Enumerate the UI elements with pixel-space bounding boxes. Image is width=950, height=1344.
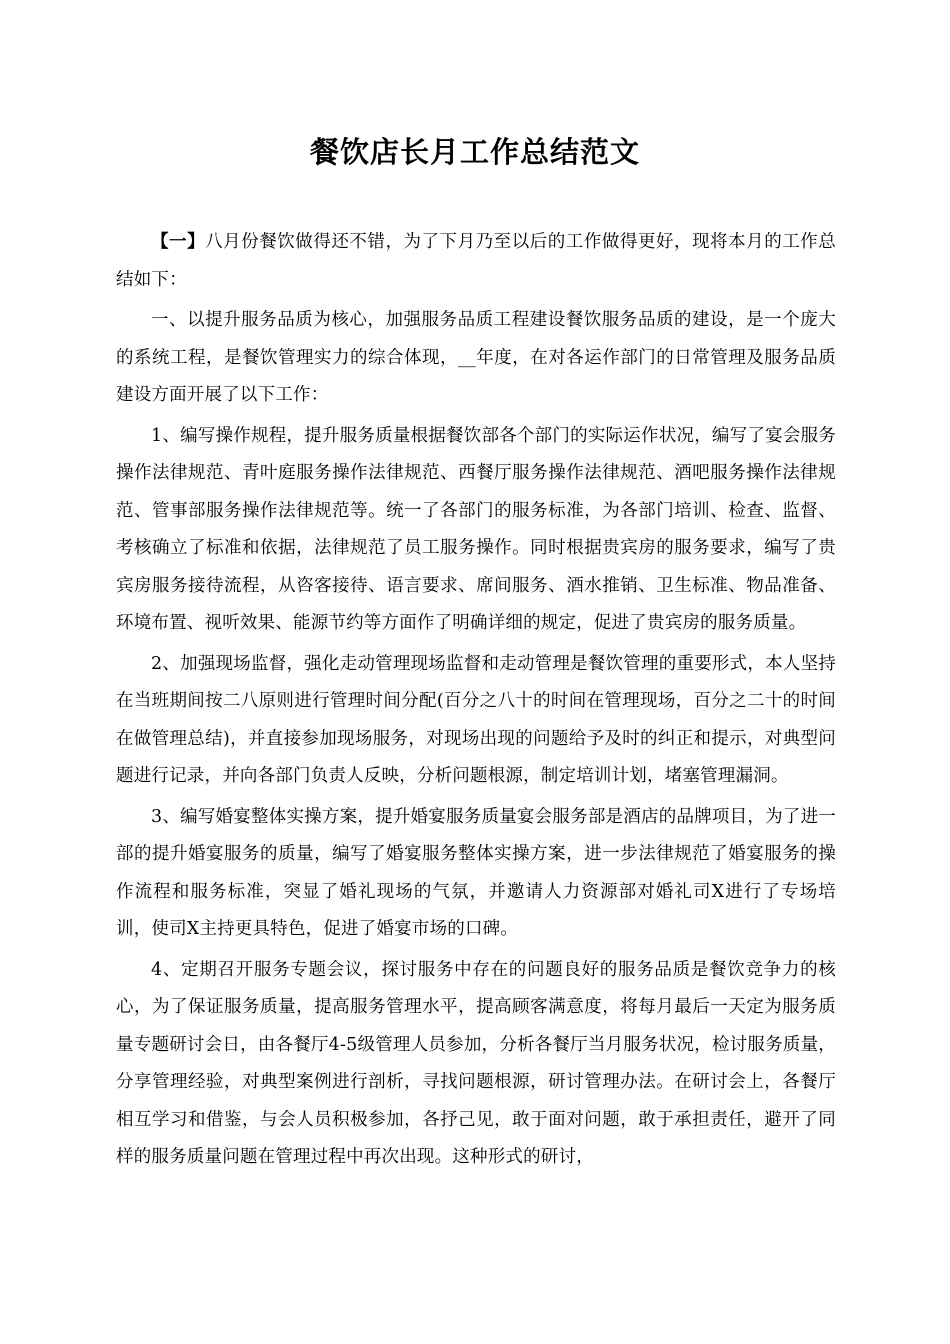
section-marker: 【一】 xyxy=(151,232,206,252)
paragraph-item-4: 4、定期召开服务专题会议，探讨服务中存在的问题良好的服务品质是餐饮竞争力的核心，为了保证服务质量，提高服务管理水平，提高顾客满意度，将每月最后一天定为服务质量专题研讨会日，由各餐厅4-5级管理人员参加，分析各餐厅当月服务状况，检讨服务质量，分享管理经验，对典型案例进行剖析，寻找问题根源，研讨管理办法。在研讨会上，各餐厅相互学习和借鉴，与会人员积极参加，各抒己见，敢于面对问题，敢于承担责任，避开了同样的服务质量问题在管理过程中再次出现。这种形式的研讨， xyxy=(116,959,836,1167)
document-body xyxy=(116,224,836,1180)
intro-text: 八月份餐饮做得还不错，为了下月乃至以后的工作做得更好，现将本月的工作总结如下： xyxy=(116,232,836,290)
paragraph-item-1: 1、编写操作规程，提升服务质量根据餐饮部各个部门的实际运作状况，编写了宴会服务操作法律规范、青叶庭服务操作法律规范、西餐厅服务操作法律规范、酒吧服务操作法律规范、管事部服务操作法律规范等。统一了各部门的服务标准，为各部门培训、检查、监督、考核确立了标准和依据，法律规范了员工服务操作。同时根据贵宾房的服务要求，编写了贵宾房服务接待流程，从咨客接待、语言要求、席间服务、酒水推销、卫生标准、物品准备、环境布置、视听效果、能源节约等方面作了明确详细的规定，促进了贵宾房的服务质量。 xyxy=(116,425,836,633)
paragraph-section-one: 一、以提升服务品质为核心，加强服务品质工程建设餐饮服务品质的建设，是一个庞大的系统工程，是餐饮管理实力的综合体现，__年度，在对各运作部门的日常管理及服务品质建设方面开展了以下工作： xyxy=(116,310,836,405)
document-title: 餐饮店长月工作总结范文 xyxy=(309,135,640,169)
paragraph-item-2: 2、加强现场监督，强化走动管理现场监督和走动管理是餐饮管理的重要形式，本人坚持在当班期间按二八原则进行管理时间分配(百分之八十的时间在管理现场，百分之二十的时间在做管理总结)，并直接参加现场服务，对现场出现的问题给予及时的纠正和提示，对典型问题进行记录，并向各部门负责人反映，分析问题根源，制定培训计划，堵塞管理漏洞。 xyxy=(116,653,836,786)
paragraph-item-3: 3、编写婚宴整体实操方案，提升婚宴服务质量宴会服务部是酒店的品牌项目，为了进一部的提升婚宴服务的质量，编写了婚宴服务整体实操方案，进一步法律规范了婚宴服务的操作流程和服务标准，突显了婚礼现场的气氛，并邀请人力资源部对婚礼司X进行了专场培训，使司X主持更具特色，促进了婚宴市场的口碑。 xyxy=(116,806,836,939)
intro-paragraph xyxy=(116,224,836,299)
